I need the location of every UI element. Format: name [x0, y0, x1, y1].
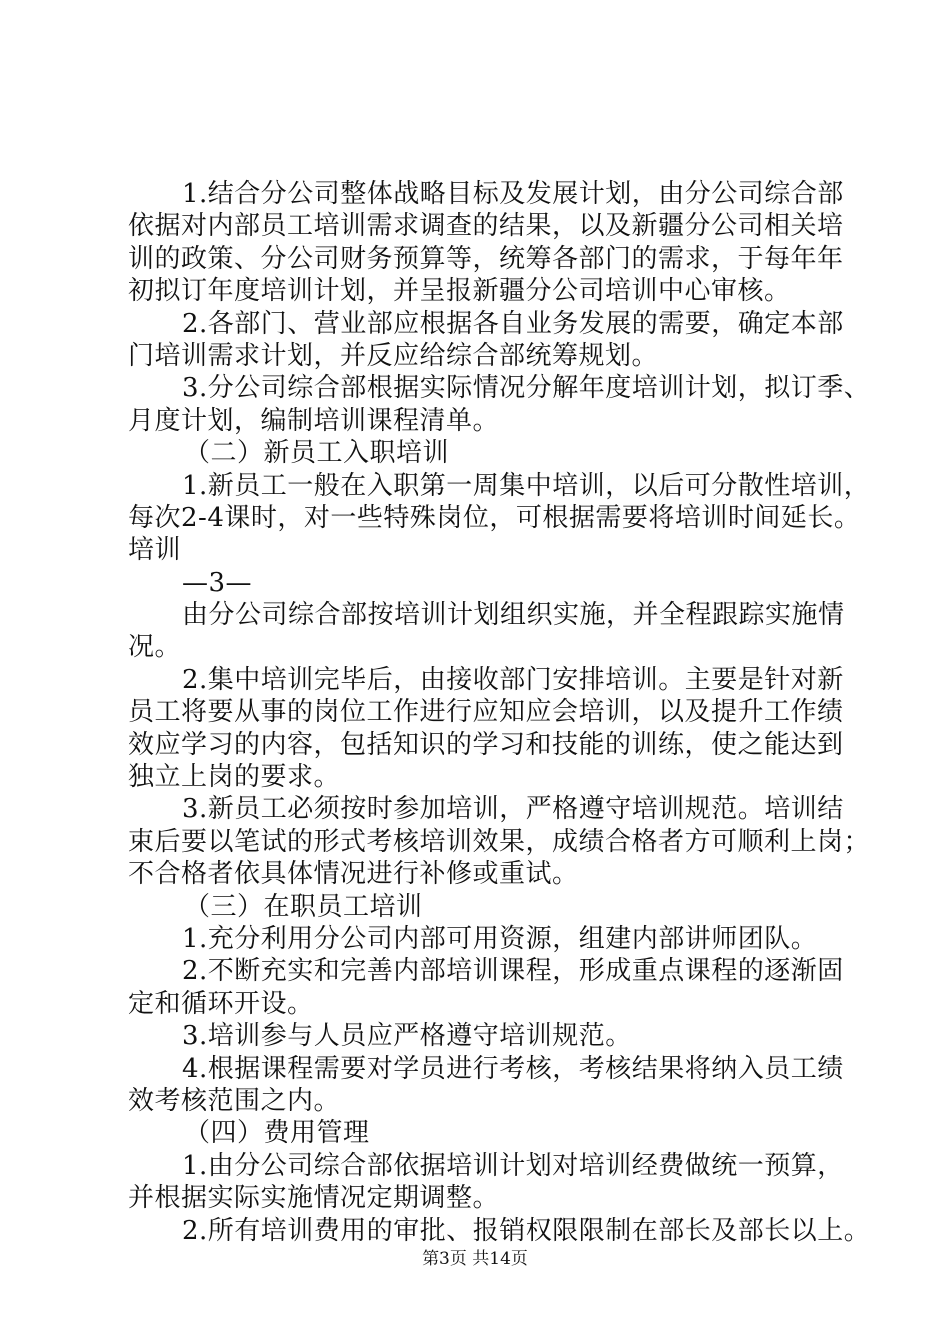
text-line: 3.分公司综合部根据实际情况分解年度培训计划，拟订季、	[182, 373, 871, 404]
text-line: 由分公司综合部按培训计划组织实施，并全程跟踪实施情	[182, 600, 845, 631]
text-line: 定和循环开设。	[128, 988, 314, 1019]
text-line: （三）在职员工培训	[184, 891, 423, 922]
text-line: 3.新员工必须按时参加培训，严格遵守培训规范。培训结	[182, 794, 844, 825]
text-line: —3—	[182, 567, 253, 598]
text-line: 独立上岗的要求。	[128, 762, 341, 793]
text-line: 2.不断充实和完善内部培训课程，形成重点课程的逐渐固	[182, 956, 844, 987]
text-line: 况。	[128, 632, 182, 663]
page-footer: 第3页 共14页	[422, 1249, 528, 1269]
text-line: 4.根据课程需要对学员进行考核，考核结果将纳入员工绩	[182, 1053, 844, 1084]
text-line: 1.充分利用分公司内部可用资源，组建内部讲师团队。	[182, 923, 818, 954]
text-line: 效应学习的内容，包括知识的学习和技能的训练，使之能达到	[128, 729, 844, 760]
text-line: （二）新员工入职培训	[184, 438, 450, 469]
text-line: 1.新员工一般在入职第一周集中培训，以后可分散性培训，	[182, 470, 871, 501]
text-line: 1.由分公司综合部依据培训计划对培训经费做统一预算，	[182, 1150, 844, 1181]
text-line: 不合格者依具体情况进行补修或重试。	[128, 859, 579, 890]
text-line: 每次2-4课时，对一些特殊岗位，可根据需要将培训时间延长。	[128, 502, 861, 533]
text-line: 2.各部门、营业部应根据各自业务发展的需要，确定本部	[182, 308, 844, 339]
text-line: 3.培训参与人员应严格遵守培训规范。	[182, 1021, 632, 1052]
text-line: 门培训需求计划，并反应给综合部统筹规划。	[128, 340, 659, 371]
text-line: 2.集中培训完毕后，由接收部门安排培训。主要是针对新	[182, 664, 844, 695]
text-line: 员工将要从事的岗位工作进行应知应会培训，以及提升工作绩	[128, 697, 844, 728]
text-line: 依据对内部员工培训需求调查的结果，以及新疆分公司相关培	[128, 211, 844, 242]
text-line: 训的政策、分公司财务预算等，统筹各部门的需求，于每年年	[128, 243, 844, 274]
text-line: 1.结合分公司整体战略目标及发展计划，由分公司综合部	[182, 179, 844, 209]
text-line: 培训	[128, 535, 182, 566]
text-line: 束后要以笔试的形式考核培训效果，成绩合格者方可顺利上岗；	[128, 826, 871, 857]
text-line: 2.所有培训费用的审批、报销权限限制在部长及部长以上。	[182, 1215, 871, 1246]
text-line: 效考核范围之内。	[128, 1085, 341, 1116]
document-body	[128, 178, 871, 1247]
text-line: 并根据实际实施情况定期调整。	[128, 1183, 500, 1214]
text-line: 月度计划，编制培训课程清单。	[128, 405, 500, 436]
text-line: 初拟订年度培训计划，并呈报新疆分公司培训中心审核。	[128, 276, 791, 307]
text-line: （四）费用管理	[184, 1118, 370, 1149]
